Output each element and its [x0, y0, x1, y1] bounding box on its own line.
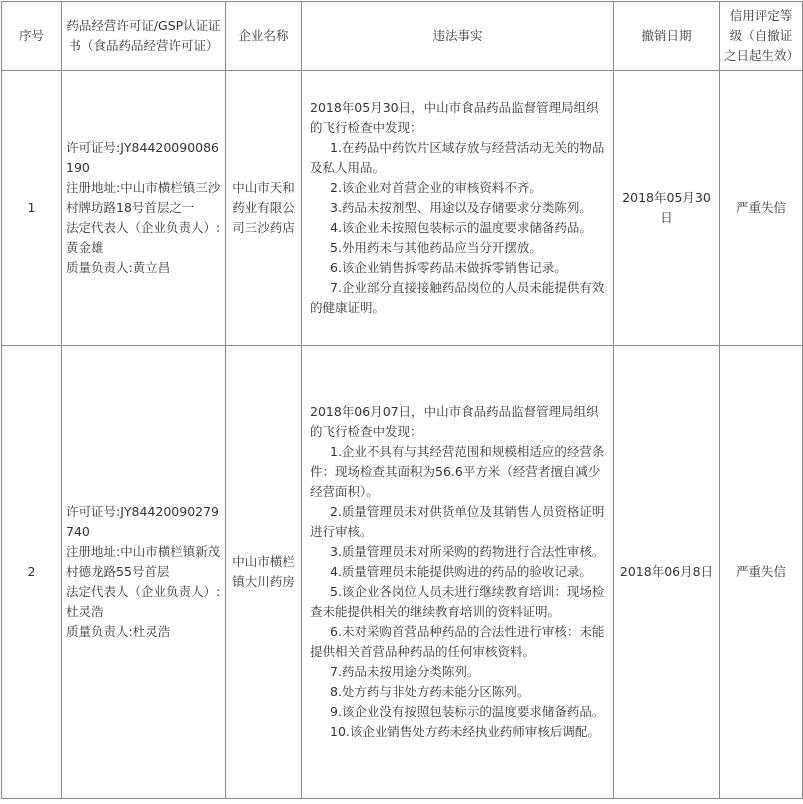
fact-item: 3.质量管理员未对所采购的药物进行合法性审核。 — [330, 544, 605, 559]
license-number: 许可证号:JY84420090086190 — [66, 140, 220, 175]
facts-cell — [302, 71, 614, 346]
header-license: 药品经营许可证/GSP认证证书（食品药品经营许可证） — [62, 2, 226, 71]
fact-item: 5.外用药未与其他药品应当分开摆放。 — [330, 240, 542, 255]
fact-item: 1.企业不具有与其经营范围和规模相适应的经营条件：现场检查其面积为56.6平方米（经营者擅自减少经营面积）。 — [310, 444, 605, 499]
fact-item: 3.药品未按剂型、用途以及存储要求分类陈列。 — [330, 200, 592, 215]
table-row — [2, 71, 803, 346]
registered-address: 注册地址:中山市横栏镇新茂村德龙路55号首层 — [66, 544, 221, 579]
header-credit: 信用评定等级（自撤证之日起生效） — [720, 2, 803, 71]
header-row — [2, 2, 803, 71]
quality-manager: 质量负责人:黄立昌 — [66, 260, 171, 275]
fact-item: 8.处方药与非处方药未能分区陈列。 — [330, 684, 530, 699]
fact-item: 4.该企业未按照包装标示的温度要求储备药品。 — [330, 220, 592, 235]
header-seq: 序号 — [2, 2, 62, 71]
license-number: 许可证号:JY84420090279740 — [66, 504, 220, 539]
company-cell: 中山市横栏镇大川药房 — [226, 346, 302, 799]
fact-item: 2.质量管理员未对供货单位及其销售人员资格证明进行审核。 — [310, 504, 605, 539]
revoke-date-cell: 2018年06月8日 — [614, 346, 720, 799]
quality-manager: 质量负责人:杜灵浩 — [66, 624, 171, 639]
license-cell — [62, 346, 226, 799]
credit-cell: 严重失信 — [720, 71, 803, 346]
license-cell — [62, 71, 226, 346]
credit-cell: 严重失信 — [720, 346, 803, 799]
fact-item: 9.该企业没有按照包装标示的温度要求储备药品。 — [330, 704, 605, 719]
fact-item: 2.该企业对首营企业的审核资料不齐。 — [330, 180, 542, 195]
revoke-date-cell: 2018年05月30日 — [614, 71, 720, 346]
facts-intro: 2018年05月30日，中山市食品药品监督管理局组织的飞行检查中发现： — [310, 100, 599, 135]
fact-item: 1.在药品中药饮片区域存放与经营活动无关的物品及私人用品。 — [310, 140, 605, 175]
fact-item: 6.该企业销售拆零药品未做拆零销售记录。 — [330, 260, 567, 275]
header-company: 企业名称 — [226, 2, 302, 71]
company-cell: 中山市天和药业有限公司三沙药店 — [226, 71, 302, 346]
header-revoke-date: 撤销日期 — [614, 2, 720, 71]
violations-table — [1, 1, 803, 799]
facts-intro: 2018年06月07日，中山市食品药品监督管理局组织的飞行检查中发现： — [310, 404, 599, 439]
table-row — [2, 346, 803, 799]
fact-item: 7.企业部分直接接触药品岗位的人员未能提供有效的健康证明。 — [310, 280, 605, 315]
seq-cell: 1 — [2, 71, 62, 346]
registered-address: 注册地址:中山市横栏镇三沙村牌坊路18号首层之一 — [66, 180, 221, 215]
fact-item: 7.药品未按用途分类陈列。 — [330, 664, 480, 679]
seq-cell: 2 — [2, 346, 62, 799]
legal-representative: 法定代表人（企业负责人）:黄金雄 — [66, 220, 221, 255]
legal-representative: 法定代表人（企业负责人）:杜灵浩 — [66, 584, 221, 619]
fact-item: 4.质量管理员未能提供购进的药品的验收记录。 — [330, 564, 592, 579]
fact-item: 5.该企业各岗位人员未进行继续教育培训：现场检查未能提供相关的继续教育培训的资料证明。 — [310, 584, 605, 619]
facts-cell — [302, 346, 614, 799]
fact-item: 6.未对采购首营品种药品的合法性进行审核：未能提供相关首营品种药品的任何审核资料。 — [310, 624, 605, 659]
fact-item: 10.该企业销售处方药未经执业药师审核后调配。 — [330, 724, 600, 739]
header-facts: 违法事实 — [302, 2, 614, 71]
